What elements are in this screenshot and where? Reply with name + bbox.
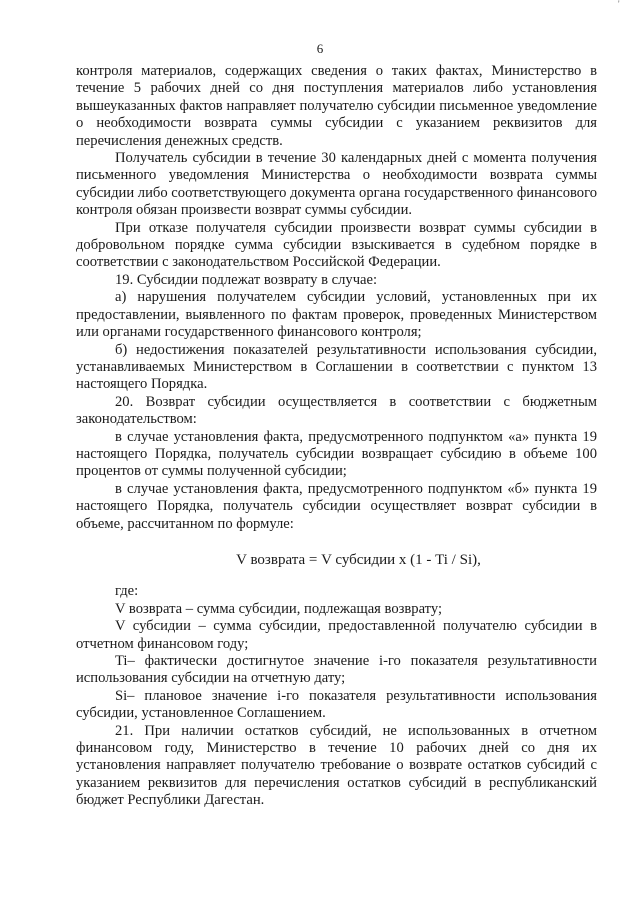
formula-def-si: Si– плановое значение i-го показателя результативности использования субсидии, установленное Соглашением. <box>76 687 597 722</box>
formula-where: где: <box>115 583 139 600</box>
clause-20-case-b: в случае установления факта, предусмотренного подпунктом «б» пункта 19 настоящего Порядка, получатель субсидии осуществляет возврат субсидии в объеме, рассчитанном по формуле: <box>76 480 597 532</box>
formula-def-v-return: V возврата – сумма субсидии, подлежащая возврату; <box>115 600 443 617</box>
paragraph-continuation: контроля материалов, содержащих сведения о таких фактах, Министерство в течение 5 рабочих дней со дня поступления материалов либо установления вышеуказанных фактов направляет получателю субсидии письменное уведомление о необходимости возврата суммы субсидии с указанием реквизитов для перечисления денежных средств. <box>76 63 597 149</box>
page-number: 6 <box>316 41 324 56</box>
clause-20-heading: 20. Возврат субсидии осуществляется в соответствии с бюджетным законодательством: <box>76 393 597 428</box>
paragraph-return-deadline: Получатель субсидии в течение 30 календарных дней с момента получения письменного уведомления Министерства о необходимости возврата суммы субсидии либо соответствующего документа органа государственного финансового контроля обязан произвести возврат суммы субсидии. <box>76 150 597 219</box>
paragraph-refusal: При отказе получателя субсидии произвести возврат суммы субсидии в добровольном порядке сумма субсидии взыскивается в судебном порядке в соответствии с законодательством Российской Федерации. <box>76 219 597 271</box>
scan-mark: ' <box>618 0 620 9</box>
clause-21: 21. При наличии остатков субсидий, не использованных в отчетном финансовом году, Министерство в течение 10 рабочих дней со дня их установления направляет получателю требование о возврате остатков субсидий с указанием реквизитов для перечисления остатков субсидий в республиканский бюджет Республики Дагестан. <box>76 722 597 809</box>
formula-def-v-subsidy: V субсидии – сумма субсидии, предоставленной получателю субсидии в отчетном финансовом году; <box>76 618 597 652</box>
document-body <box>76 63 597 810</box>
refund-formula: V возврата = V субсидии х (1 - Ti / Si), <box>236 551 481 568</box>
formula-def-ti: Ti– фактически достигнутое значение i-го показателя результативности использования субсидии на отчетную дату; <box>76 653 597 687</box>
clause-19-item-a: а) нарушения получателем субсидии условий, установленных при их предоставлении, выявленного по фактам проверок, проведенных Министерством или органами государственного финансового контроля; <box>76 289 597 341</box>
clause-19-item-b: б) недостижения показателей результативности использования субсидии, устанавливаемых Министерством в Соглашении в соответствии с пунктом 13 настоящего Порядка. <box>76 341 597 393</box>
clause-19-heading: 19. Субсидии подлежат возврату в случае: <box>115 271 378 288</box>
clause-20-case-a: в случае установления факта, предусмотренного подпунктом «а» пункта 19 настоящего Порядка, получатель субсидии возвращает субсидию в объеме 100 процентов от суммы полученной субсидии; <box>76 428 597 480</box>
